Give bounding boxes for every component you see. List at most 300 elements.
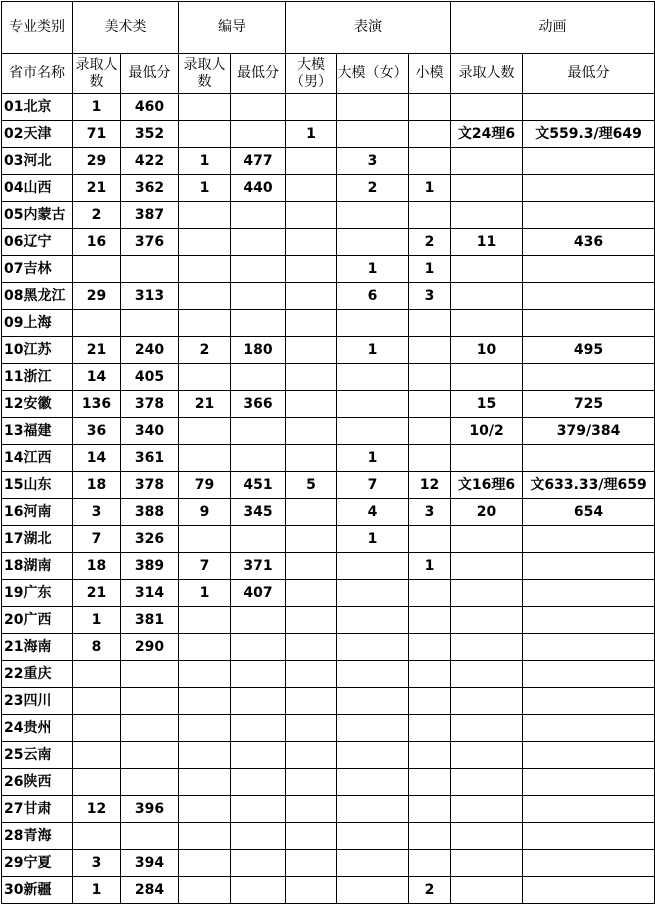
biandao-min-cell [231,634,286,661]
province-cell: 01北京 [2,94,73,121]
province-cell: 10江苏 [2,337,73,364]
province-cell: 17湖北 [2,526,73,553]
table-row [2,715,655,742]
damo-male-cell [286,553,337,580]
donghua-min-cell [523,202,655,229]
province-cell: 04山西 [2,175,73,202]
province-cell: 25云南 [2,742,73,769]
meishu-min-cell: 361 [121,445,179,472]
meishu-min-cell: 387 [121,202,179,229]
damo-male-cell [286,229,337,256]
meishu-count-cell [73,661,121,688]
damo-male-cell [286,661,337,688]
meishu-count-cell [73,742,121,769]
damo-female-cell [337,796,409,823]
meishu-min-cell: 381 [121,607,179,634]
biandao-count-cell [179,526,231,553]
province-cell: 29宁夏 [2,850,73,877]
biandao-count-cell [179,634,231,661]
damo-female-cell [337,688,409,715]
damo-male-cell [286,796,337,823]
damo-male-cell [286,607,337,634]
meishu-min-cell: 376 [121,229,179,256]
donghua-min-cell: 379/384 [523,418,655,445]
meishu-min-cell [121,688,179,715]
damo-female-cell: 6 [337,283,409,310]
biandao-min-cell: 451 [231,472,286,499]
donghua-min-cell [523,526,655,553]
xiaomo-cell [409,418,451,445]
header-xiaomo: 小模 [409,54,451,94]
damo-female-cell: 1 [337,526,409,553]
biandao-count-cell: 79 [179,472,231,499]
biandao-count-cell [179,94,231,121]
meishu-count-cell: 18 [73,472,121,499]
meishu-min-cell: 240 [121,337,179,364]
biandao-count-cell [179,607,231,634]
damo-male-cell [286,310,337,337]
donghua-min-cell [523,445,655,472]
header-biandao-count: 录取人数 [179,54,231,94]
header-group-biaoyan: 表演 [286,2,451,54]
xiaomo-cell: 2 [409,877,451,904]
donghua-min-cell [523,634,655,661]
damo-female-cell [337,202,409,229]
damo-female-cell [337,580,409,607]
province-cell: 28青海 [2,823,73,850]
table-row [2,688,655,715]
donghua-count-cell [451,688,523,715]
header-damo-male: 大模（男） [286,54,337,94]
donghua-min-cell: 文559.3/理649 [523,121,655,148]
meishu-count-cell [73,256,121,283]
meishu-min-cell: 378 [121,472,179,499]
donghua-count-cell [451,94,523,121]
biandao-count-cell [179,364,231,391]
table-row [2,364,655,391]
donghua-count-cell [451,661,523,688]
province-cell: 09上海 [2,310,73,337]
biandao-min-cell [231,418,286,445]
biandao-count-cell [179,418,231,445]
damo-male-cell [286,499,337,526]
province-cell: 24贵州 [2,715,73,742]
table-row [2,418,655,445]
donghua-min-cell [523,796,655,823]
biandao-min-cell [231,742,286,769]
damo-male-cell [286,688,337,715]
xiaomo-cell [409,94,451,121]
damo-female-cell: 4 [337,499,409,526]
donghua-count-cell [451,850,523,877]
damo-female-cell [337,742,409,769]
damo-female-cell [337,310,409,337]
table-row [2,526,655,553]
donghua-min-cell: 436 [523,229,655,256]
meishu-count-cell: 1 [73,877,121,904]
biandao-count-cell: 1 [179,175,231,202]
donghua-min-cell [523,148,655,175]
donghua-min-cell [523,661,655,688]
biandao-min-cell [231,850,286,877]
province-cell: 07吉林 [2,256,73,283]
biandao-count-cell: 7 [179,553,231,580]
province-cell: 23四川 [2,688,73,715]
meishu-count-cell [73,310,121,337]
meishu-count-cell: 21 [73,175,121,202]
biandao-min-cell: 440 [231,175,286,202]
province-cell: 13福建 [2,418,73,445]
table-row [2,607,655,634]
meishu-count-cell: 71 [73,121,121,148]
table-row [2,94,655,121]
donghua-count-cell [451,175,523,202]
table-row [2,499,655,526]
xiaomo-cell [409,769,451,796]
header-donghua-min: 最低分 [523,54,655,94]
biandao-min-cell [231,796,286,823]
donghua-min-cell [523,607,655,634]
damo-female-cell [337,553,409,580]
province-cell: 06辽宁 [2,229,73,256]
header-donghua-count: 录取人数 [451,54,523,94]
donghua-count-cell [451,364,523,391]
donghua-count-cell [451,526,523,553]
donghua-count-cell [451,823,523,850]
biandao-count-cell [179,283,231,310]
biandao-count-cell [179,256,231,283]
table-row [2,634,655,661]
header-group-biandao: 编导 [179,2,286,54]
biandao-min-cell: 366 [231,391,286,418]
table-row [2,823,655,850]
donghua-count-cell [451,202,523,229]
xiaomo-cell [409,715,451,742]
biandao-count-cell [179,202,231,229]
donghua-min-cell: 654 [523,499,655,526]
donghua-count-cell: 10 [451,337,523,364]
biandao-count-cell [179,769,231,796]
damo-female-cell: 3 [337,148,409,175]
meishu-count-cell: 12 [73,796,121,823]
xiaomo-cell: 12 [409,472,451,499]
xiaomo-cell [409,607,451,634]
meishu-count-cell: 2 [73,202,121,229]
meishu-min-cell: 284 [121,877,179,904]
damo-male-cell [286,445,337,472]
table-row [2,391,655,418]
donghua-min-cell [523,310,655,337]
donghua-count-cell [451,634,523,661]
meishu-count-cell: 136 [73,391,121,418]
xiaomo-cell [409,364,451,391]
damo-female-cell [337,715,409,742]
donghua-count-cell [451,310,523,337]
biandao-min-cell [231,310,286,337]
table-row [2,310,655,337]
header-row-columns [2,54,655,94]
biandao-min-cell [231,94,286,121]
xiaomo-cell [409,823,451,850]
damo-female-cell: 7 [337,472,409,499]
biandao-count-cell [179,445,231,472]
donghua-min-cell: 725 [523,391,655,418]
table-row [2,796,655,823]
biandao-count-cell [179,688,231,715]
meishu-min-cell: 460 [121,94,179,121]
province-cell: 08黑龙江 [2,283,73,310]
biandao-min-cell [231,526,286,553]
damo-female-cell [337,121,409,148]
table-row [2,850,655,877]
meishu-min-cell [121,661,179,688]
biandao-min-cell: 180 [231,337,286,364]
table-row [2,148,655,175]
xiaomo-cell [409,202,451,229]
xiaomo-cell: 1 [409,553,451,580]
meishu-min-cell [121,742,179,769]
biandao-count-cell [179,661,231,688]
donghua-min-cell [523,580,655,607]
admission-table [1,1,655,904]
xiaomo-cell: 2 [409,229,451,256]
meishu-count-cell: 21 [73,337,121,364]
meishu-min-cell: 314 [121,580,179,607]
xiaomo-cell [409,391,451,418]
xiaomo-cell: 1 [409,256,451,283]
meishu-min-cell [121,310,179,337]
donghua-min-cell [523,823,655,850]
biandao-min-cell [231,283,286,310]
meishu-min-cell: 378 [121,391,179,418]
table-row [2,175,655,202]
damo-male-cell: 5 [286,472,337,499]
damo-female-cell [337,769,409,796]
biandao-count-cell [179,796,231,823]
biandao-min-cell: 345 [231,499,286,526]
table-row [2,256,655,283]
table-row [2,553,655,580]
damo-male-cell [286,823,337,850]
donghua-min-cell [523,688,655,715]
donghua-min-cell [523,877,655,904]
meishu-count-cell: 29 [73,283,121,310]
biandao-count-cell [179,877,231,904]
donghua-count-cell [451,715,523,742]
biandao-count-cell [179,121,231,148]
biandao-count-cell: 21 [179,391,231,418]
biandao-min-cell [231,364,286,391]
xiaomo-cell: 3 [409,283,451,310]
donghua-count-cell: 20 [451,499,523,526]
damo-male-cell: 1 [286,121,337,148]
table-row [2,202,655,229]
xiaomo-cell: 1 [409,175,451,202]
table-row [2,121,655,148]
table-row [2,337,655,364]
damo-female-cell: 1 [337,337,409,364]
damo-female-cell [337,418,409,445]
donghua-min-cell [523,175,655,202]
xiaomo-cell [409,796,451,823]
meishu-min-cell: 405 [121,364,179,391]
xiaomo-cell [409,580,451,607]
damo-female-cell [337,391,409,418]
donghua-count-cell [451,148,523,175]
meishu-count-cell [73,688,121,715]
donghua-count-cell [451,742,523,769]
donghua-min-cell [523,283,655,310]
province-cell: 03河北 [2,148,73,175]
xiaomo-cell [409,526,451,553]
xiaomo-cell [409,688,451,715]
xiaomo-cell [409,310,451,337]
damo-male-cell [286,877,337,904]
biandao-min-cell [231,877,286,904]
table-row [2,769,655,796]
donghua-count-cell [451,769,523,796]
donghua-min-cell [523,742,655,769]
biandao-min-cell [231,823,286,850]
damo-male-cell [286,580,337,607]
damo-male-cell [286,175,337,202]
donghua-min-cell: 文633.33/理659 [523,472,655,499]
biandao-count-cell: 1 [179,580,231,607]
donghua-min-cell [523,850,655,877]
province-cell: 05内蒙古 [2,202,73,229]
biandao-count-cell: 1 [179,148,231,175]
damo-male-cell [286,256,337,283]
damo-male-cell [286,94,337,121]
meishu-count-cell: 1 [73,607,121,634]
province-cell: 22重庆 [2,661,73,688]
biandao-min-cell: 407 [231,580,286,607]
damo-female-cell [337,877,409,904]
damo-female-cell [337,634,409,661]
donghua-count-cell [451,553,523,580]
biandao-count-cell [179,823,231,850]
meishu-count-cell: 29 [73,148,121,175]
damo-female-cell [337,94,409,121]
biandao-count-cell: 2 [179,337,231,364]
meishu-count-cell: 18 [73,553,121,580]
table-row [2,742,655,769]
meishu-min-cell: 340 [121,418,179,445]
header-corner-top: 专业类别 [2,2,73,54]
meishu-count-cell: 36 [73,418,121,445]
province-cell: 21海南 [2,634,73,661]
province-cell: 16河南 [2,499,73,526]
donghua-count-cell: 15 [451,391,523,418]
damo-male-cell [286,148,337,175]
damo-male-cell [286,850,337,877]
province-cell: 14江西 [2,445,73,472]
biandao-count-cell [179,742,231,769]
biandao-count-cell [179,715,231,742]
damo-female-cell [337,850,409,877]
damo-male-cell [286,391,337,418]
damo-male-cell [286,283,337,310]
meishu-count-cell: 3 [73,499,121,526]
meishu-min-cell: 396 [121,796,179,823]
meishu-count-cell [73,715,121,742]
province-cell: 20广西 [2,607,73,634]
damo-male-cell [286,364,337,391]
donghua-count-cell [451,445,523,472]
damo-female-cell: 1 [337,445,409,472]
meishu-count-cell: 1 [73,94,121,121]
meishu-min-cell: 362 [121,175,179,202]
biandao-min-cell: 477 [231,148,286,175]
damo-male-cell [286,526,337,553]
province-cell: 12安徽 [2,391,73,418]
meishu-count-cell: 3 [73,850,121,877]
damo-female-cell: 2 [337,175,409,202]
meishu-min-cell: 326 [121,526,179,553]
biandao-min-cell: 371 [231,553,286,580]
province-cell: 18湖南 [2,553,73,580]
damo-female-cell [337,823,409,850]
meishu-min-cell: 352 [121,121,179,148]
xiaomo-cell [409,148,451,175]
xiaomo-cell [409,850,451,877]
donghua-min-cell [523,364,655,391]
damo-male-cell [286,715,337,742]
header-meishu-count: 录取人数 [73,54,121,94]
damo-male-cell [286,418,337,445]
biandao-count-cell [179,229,231,256]
header-group-donghua: 动画 [451,2,655,54]
damo-male-cell [286,769,337,796]
donghua-min-cell [523,715,655,742]
meishu-min-cell: 290 [121,634,179,661]
donghua-count-cell: 11 [451,229,523,256]
biandao-min-cell [231,202,286,229]
biandao-min-cell [231,607,286,634]
table-row [2,580,655,607]
province-cell: 11浙江 [2,364,73,391]
province-cell: 26陕西 [2,769,73,796]
xiaomo-cell [409,634,451,661]
biandao-count-cell [179,850,231,877]
donghua-count-cell [451,796,523,823]
xiaomo-cell [409,742,451,769]
damo-male-cell [286,202,337,229]
biandao-min-cell [231,688,286,715]
xiaomo-cell [409,445,451,472]
province-cell: 27甘肃 [2,796,73,823]
damo-female-cell [337,364,409,391]
xiaomo-cell [409,121,451,148]
table-row [2,472,655,499]
donghua-min-cell [523,256,655,283]
xiaomo-cell [409,661,451,688]
meishu-count-cell: 16 [73,229,121,256]
donghua-min-cell [523,769,655,796]
meishu-min-cell: 388 [121,499,179,526]
biandao-min-cell [231,661,286,688]
province-cell: 30新疆 [2,877,73,904]
donghua-count-cell: 文16理6 [451,472,523,499]
donghua-count-cell [451,607,523,634]
donghua-min-cell [523,553,655,580]
donghua-count-cell [451,580,523,607]
meishu-count-cell: 14 [73,364,121,391]
meishu-min-cell [121,769,179,796]
table-row [2,283,655,310]
biandao-min-cell [231,769,286,796]
donghua-min-cell [523,94,655,121]
